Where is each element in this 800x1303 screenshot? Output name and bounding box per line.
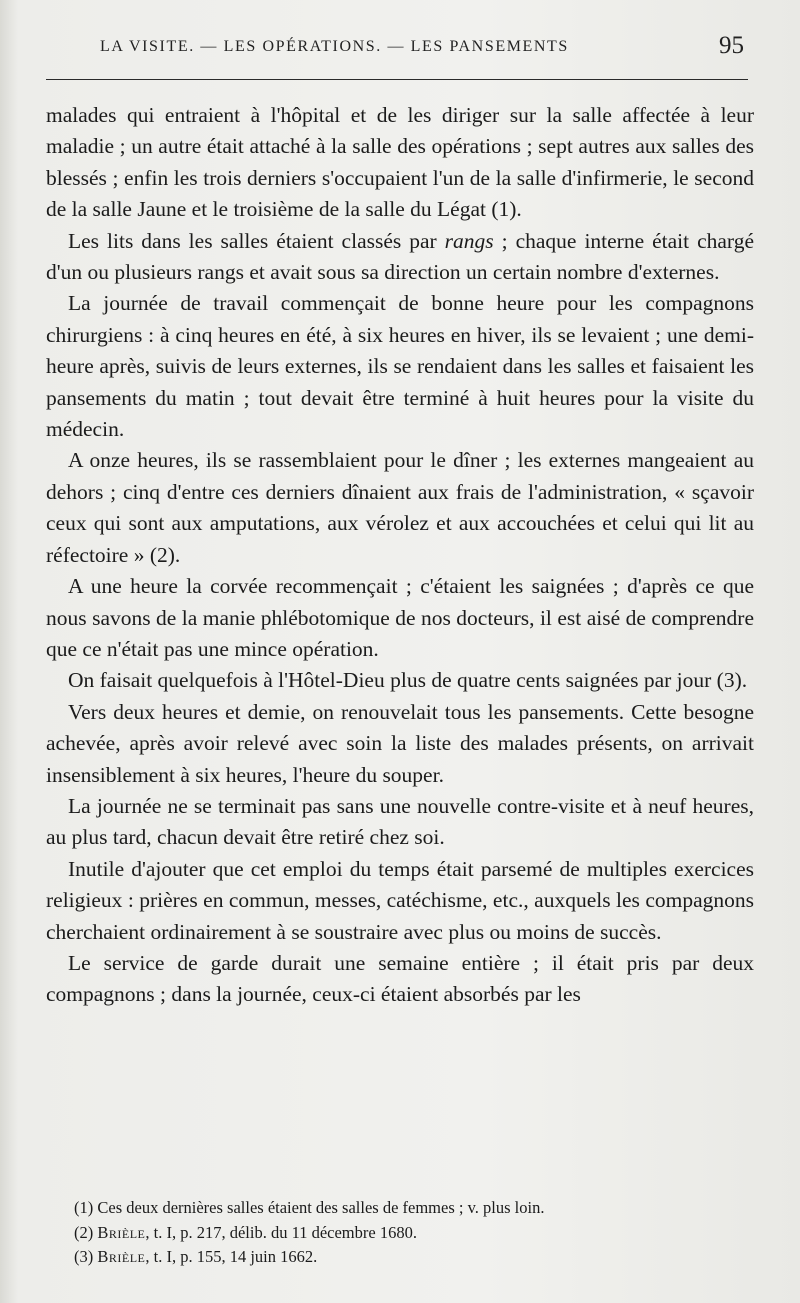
body-text xyxy=(46,100,754,1011)
paragraph: A onze heures, ils se rassemblaient pour le dîner ; les externes mangeaient au dehors ; cinq d'entre ces derniers dînaient aux frais de l'administration, « sçavoir ceux qui sont aux amputations, aux vérolez et aux accouchées et celui qui lit au réfectoire » (2). xyxy=(46,448,754,567)
paragraph: La journée de travail commençait de bonne heure pour les compagnons chirurgiens : à cinq heures en été, à six heures en hiver, ils se levaient ; une demi-heure après, suivis de leurs externes, ils se rendaient dans les salles et faisaient les pansements du matin ; tout devait être terminé à huit heures pour la visite du médecin. xyxy=(46,291,754,442)
paragraph-text: ; chaque interne était chargé d'un ou plusieurs rangs et avait sous sa direction un certain nombre d'externes. xyxy=(46,228,754,285)
paragraph: On faisait quelquefois à l'Hôtel-Dieu plus de quatre cents saignées par jour (3). xyxy=(68,668,748,693)
footnote-author: Brièle xyxy=(97,1247,146,1266)
paragraph: Vers deux heures et demie, on renouvelait tous les pansements. Cette besogne achevée, après avoir relevé avec soin la liste des malades présents, on arrivait insensiblement à six heures, l'heure du souper. xyxy=(46,699,754,787)
paragraph: La journée ne se terminait pas sans une nouvelle contre-visite et à neuf heures, au plus tard, chacun devait être retiré chez soi. xyxy=(46,793,754,850)
page-header xyxy=(50,30,750,66)
paragraph: Le service de garde durait une semaine entière ; il était pris par deux compagnons ; dans la journée, ceux-ci étaient absorbés par les xyxy=(46,950,754,1007)
paragraph: Inutile d'ajouter que cet emploi du temps était parsemé de multiples exercices religieux : prières en commun, messes, catéchisme, etc., auxquels les compagnons cherchaient ordinairement à se soustraire avec plus ou moins de succès. xyxy=(46,856,754,944)
paragraph: malades qui entraient à l'hôpital et de les diriger sur la salle affectée à leur maladie ; un autre était attaché à la salle des opérations ; sept autres aux salles des blessés ; enfin les trois derniers s'occupaient l'un de la salle d'infirmerie, le second de la salle Jaune et le troisième de la salle du Légat (1). xyxy=(46,103,754,222)
footnote-author: Brièle xyxy=(97,1222,146,1242)
italic-term: rangs xyxy=(444,228,494,253)
footnote xyxy=(74,1221,754,1246)
footnote xyxy=(74,1245,754,1270)
footnote-marker: (2) xyxy=(74,1222,94,1242)
footnote-marker: (3) xyxy=(74,1247,94,1266)
header-rule xyxy=(46,79,748,80)
footnote-text: , t. I, p. 155, 14 juin 1662. xyxy=(145,1247,318,1266)
footnote xyxy=(74,1196,754,1221)
footnote-text: Ces deux dernières salles étaient des salles de femmes ; v. plus loin. xyxy=(97,1198,545,1217)
paragraph: A une heure la corvée recommençait ; c'étaient les saignées ; d'après ce que nous savons de la manie phlébotomique de nos docteurs, il est aisé de comprendre que ce n'était pas une mince opération. xyxy=(46,574,754,661)
running-title: LA VISITE. — LES OPÉRATIONS. — LES PANSEMENTS xyxy=(100,38,569,55)
paragraph xyxy=(46,226,754,289)
page-number: 95 xyxy=(719,32,744,59)
footnote-text: , t. I, p. 217, délib. du 11 décembre 1680. xyxy=(145,1222,417,1242)
footnotes xyxy=(74,1196,754,1270)
footnote-marker: (1) xyxy=(74,1198,94,1217)
paragraph-text: Les lits dans les salles étaient classés par xyxy=(68,228,445,253)
